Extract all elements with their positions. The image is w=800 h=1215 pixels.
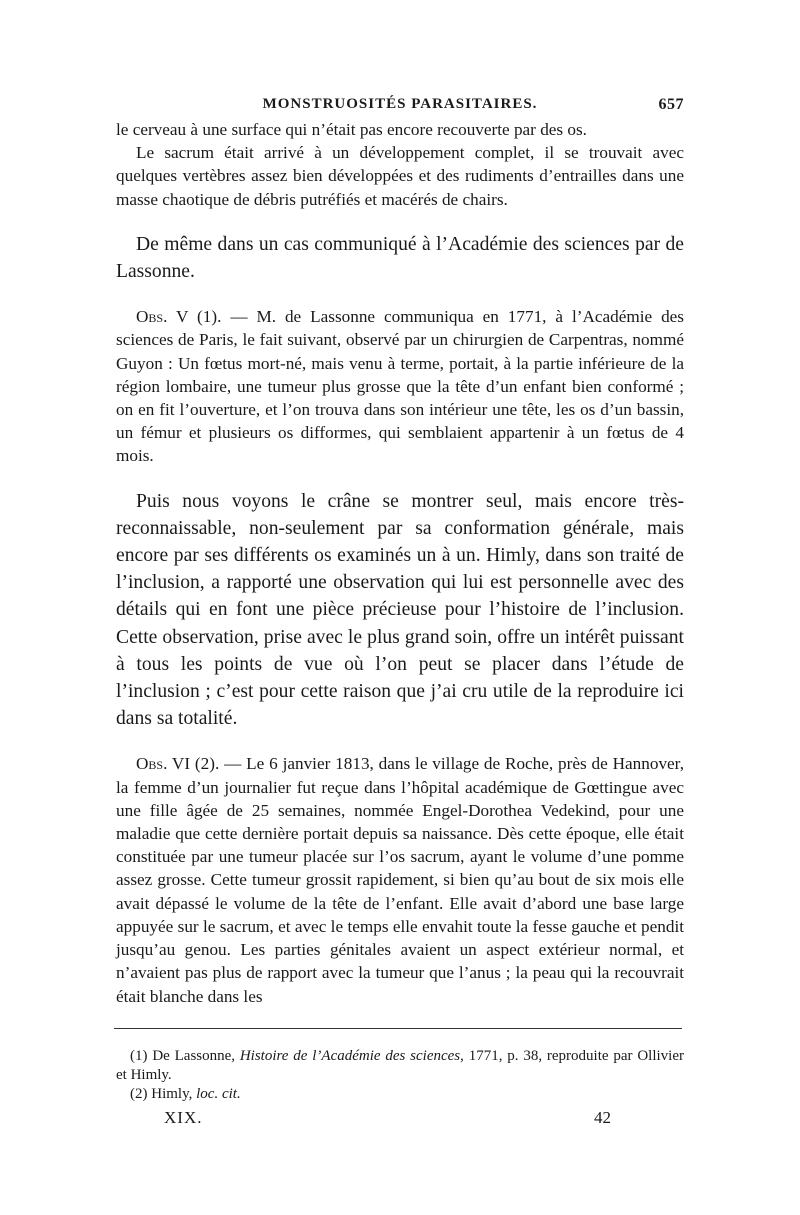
footnote-1: [116, 1047, 684, 1085]
footnote-1-number: (1): [130, 1047, 148, 1064]
running-title: MONSTRUOSITÉS PARASITAIRES.: [262, 96, 538, 112]
book-page: [116, 92, 684, 1132]
paragraph-sacrum: Le sacrum était arrivé à un développement complet, il se trouvait avec quelques vertèbres assez bien développées et des rudiments d’entrailles dans une masse chaotique de débris putréfiés et macérés de chairs.: [116, 143, 684, 209]
printer-signature: [116, 1106, 684, 1132]
footnote-2: [116, 1085, 684, 1104]
observation-5: [116, 305, 684, 467]
running-header: [116, 92, 684, 118]
footnote-divider: [114, 1028, 682, 1029]
observation-5-text: — M. de Lassonne communiqua en 1771, à l’Académie des sciences de Paris, le fait suivant, observé par un chirurgien de Carpentras, nommé Guyon : Un fœtus mort-né, mais venu à terme, portait, à la partie inférieure de la région lombaire, une tumeur plus grosse que la tête d’un enfant bien conformé ; on en fit l’ouverture, et l’on trouva dans son intérieur une tête, les os d’un bassin, un fémur et plusieurs os difformes, qui semblaient appartenir à un fœtus de 4 mois.: [116, 307, 684, 466]
volume-mark: XIX.: [164, 1107, 203, 1127]
observation-5-label: Obs. V (1).: [136, 307, 222, 327]
page-number: 657: [658, 96, 684, 113]
footnote-1-title: Histoire de l’Académie des sciences: [239, 1047, 461, 1064]
footnote-2-author: Himly,: [147, 1085, 197, 1102]
paragraph-himly: Puis nous voyons le crâne se montrer seul, mais encore très-reconnaissable, non-seulement par sa conformation générale, mais encore par ses différents os examinés un à un. Himly, dans son traité de l’inclusion, a rapporté une observation qui lui est personnelle avec des détails qui en font une pièce précieuse pour l’histoire de l’inclusion. Cette observation, prise avec le plus grand soin, offre un intérêt puissant à tous les points de vue où l’on peut se placer dans l’étude de l’inclusion ; c’est pour cette raison que j’ai cru utile de la reproduire ici dans sa totalité.: [116, 490, 684, 730]
observation-6-label: Obs. VI (2).: [136, 754, 220, 774]
paragraph-continued: le cerveau à une surface qui n’était pas encore recouverte par des os.: [116, 120, 587, 139]
observation-6-text: — Le 6 janvier 1813, dans le village de Roche, près de Hannover, la femme d’un journalier fut reçue dans l’hôpital académique de Gœttingue avec une fille âgée de 25 semaines, nommée Engel-Dorothea Vedekind, pour une maladie que cette dernière portait depuis sa naissance. Dès cette époque, elle était constituée par une tumeur placée sur l’os sacrum, ayant le volume d’une pomme assez grosse. Cette tumeur grossit rapidement, si bien qu’au bout de six mois elle avait dépassé le volume de la tête de l’enfant. Elle avait d’abord une base large appuyée sur le sacrum, et avec le temps elle envahit toute la fesse gauche et pendit jusqu’au genou. Les parties génitales avaient un aspect extérieur normal, et n’avaient pas plus de rapport avec la tumeur que l’anus ; la peau qui la recouvrait était blanche dans les: [116, 754, 684, 1006]
footnote-1-rest: , 1771, p. 38, reproduite par Ollivier et Himly.: [116, 1047, 684, 1083]
observation-6: [116, 752, 684, 1007]
footnote-2-ref: loc. cit.: [196, 1085, 241, 1102]
footnote-2-number: (2): [130, 1085, 148, 1102]
sheet-number: 42: [594, 1107, 611, 1127]
footnote-1-author: De Lassonne,: [147, 1047, 240, 1064]
footnotes: [116, 1047, 684, 1104]
paragraph-lassonne-intro: De même dans un cas communiqué à l’Académie des sciences par de Lassonne.: [116, 233, 684, 283]
